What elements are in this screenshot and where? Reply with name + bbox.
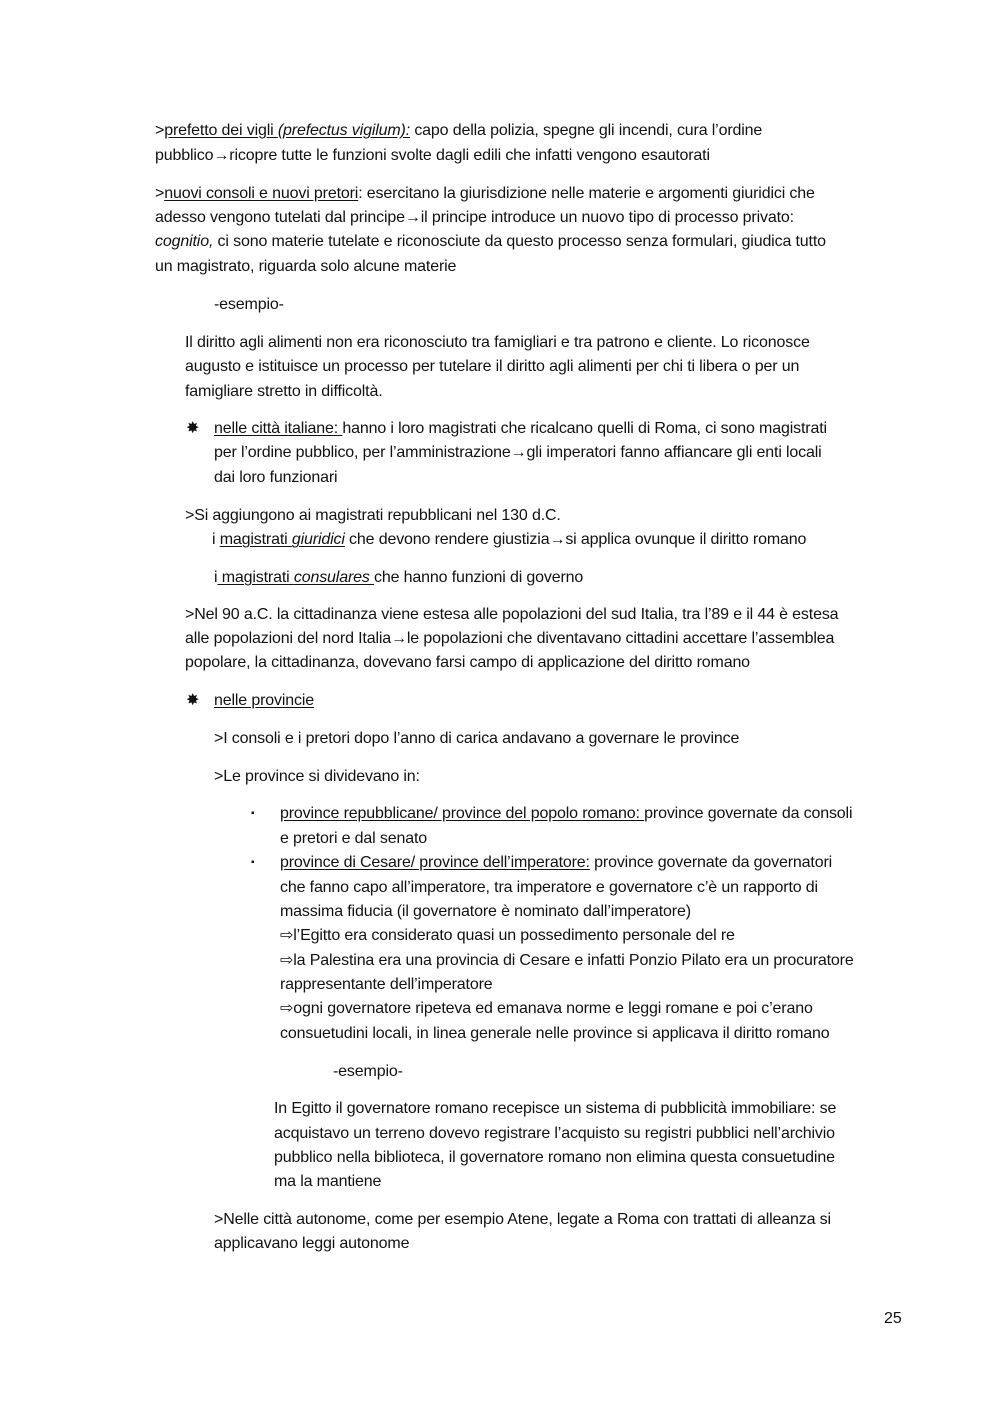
arrow-icon: →: [510, 444, 527, 461]
hollow-arrow-icon: ⇨: [280, 927, 294, 944]
consulares-line: i magistrati consulares che hanno funzioni di governo: [214, 569, 584, 586]
egitto-esempio-line-1: In Egitto il governatore romano recepisce un sistema di pubblicità immobiliare: se: [274, 1100, 837, 1117]
governatore-line-1: ⇨ogni governatore ripeteva ed emanava norme e leggi romane e poi c’erano: [280, 1000, 813, 1017]
consoli-line-4: un magistrato, riguarda solo alcune materie: [155, 258, 457, 275]
consoli-line-1: >nuovi consoli e nuovi pretori: esercitano la giurisdizione nelle materie e argomenti giuridici che: [155, 185, 815, 202]
alimenti-line-3: famigliare stretto in difficoltà.: [185, 383, 383, 400]
cittadinanza-line-3: popolare, la cittadinanza, dovevano farsi campo di applicazione del diritto romano: [185, 654, 750, 671]
citta-autonome-line-2: applicavano leggi autonome: [214, 1235, 410, 1252]
province-cesare-line-2: che fanno capo all’imperatore, tra imperatore e governatore c’è un rapporto di: [280, 879, 818, 896]
arrow-icon: →: [391, 630, 407, 647]
provincie-heading: nelle provincie: [214, 692, 315, 709]
giuridici-line: i magistrati giuridici che devono rendere giustizia→si applica ovunque il diritto romano: [212, 531, 807, 548]
square-bullet-icon: ▪: [251, 857, 255, 868]
egitto-line: ⇨l’Egitto era considerato quasi un possedimento personale del re: [280, 927, 735, 944]
page-number: 25: [884, 1310, 902, 1327]
consoli-line-3: cognitio, ci sono materie tutelate e riconosciute da questo processo senza formulari, giudica tutto: [155, 233, 826, 250]
esempio-label: -esempio-: [333, 1063, 403, 1080]
citta-italiane-line-1: nelle città italiane: hanno i loro magistrati che ricalcano quelli di Roma, ci sono magistrati: [214, 420, 827, 437]
province-cesare-line-3: massima fiducia (il governatore è nominato dall’imperatore): [280, 903, 691, 920]
cittadinanza-line-2: alle popolazioni del nord Italia→le popolazioni che diventavano cittadini accettare l’assemblea: [185, 630, 835, 647]
arrow-icon: →: [213, 147, 230, 164]
governatore-line-2: consuetudini locali, in linea generale nelle province si applicava il diritto romano: [280, 1025, 830, 1042]
province-repubblicane-line-1: province repubblicane/ province del popolo romano: province governate da consoli: [280, 805, 853, 822]
prefetto-line-2: pubblico→ricopre tutte le funzioni svolte dagli edili che infatti vengono esautorati: [155, 147, 710, 164]
aggiungono-line-1: >Si aggiungono ai magistrati repubblicani nel 130 d.C.: [185, 507, 561, 524]
consoli-line-2: adesso vengono tutelati dal principe→il principe introduce un nuovo tipo di processo privato:: [155, 209, 794, 226]
province-cesare-line-1: province di Cesare/ province dell’imperatore: province governate da governatori: [280, 854, 833, 871]
egitto-esempio-line-2: acquistavo un terreno dovevo registrare l’acquisto su registri pubblici nell’archivio: [274, 1125, 835, 1142]
egitto-esempio-line-4: ma la mantiene: [274, 1173, 382, 1190]
citta-italiane-line-2: per l’ordine pubblico, per l’amministrazione→gli imperatori fanno affiancare gli enti locali: [214, 444, 822, 461]
citta-autonome-line-1: >Nelle città autonome, come per esempio Atene, legate a Roma con trattati di alleanza si: [214, 1211, 831, 1228]
star-bullet-icon: ✸: [186, 692, 200, 709]
alimenti-line-2: augusto e istituisce un processo per tutelare il diritto agli alimenti per chi ti libera o per un: [185, 358, 800, 375]
arrow-icon: →: [549, 531, 566, 548]
consoli-province-line: >I consoli e i pretori dopo l’anno di carica andavano a governare le province: [214, 730, 740, 747]
arrow-icon: →: [404, 209, 421, 226]
cittadinanza-line-1: >Nel 90 a.C. la cittadinanza viene estesa alle popolazioni del sud Italia, tra l’89 e il 44 è estesa: [185, 606, 839, 623]
hollow-arrow-icon: ⇨: [280, 1000, 294, 1017]
esempio-label: -esempio-: [214, 296, 284, 313]
province-divisione-line: >Le province si dividevano in:: [214, 768, 420, 785]
palestina-line-1: ⇨la Palestina era una provincia di Cesare e infatti Ponzio Pilato era un procuratore: [280, 952, 854, 969]
egitto-esempio-line-3: pubblico nella biblioteca, il governatore romano non elimina questa consuetudine: [274, 1149, 835, 1166]
star-bullet-icon: ✸: [186, 420, 200, 437]
province-repubblicane-line-2: e pretori e dal senato: [280, 830, 428, 847]
palestina-line-2: rappresentante dell’imperatore: [280, 976, 493, 993]
citta-italiane-line-3: dai loro funzionari: [214, 469, 338, 486]
prefetto-line-1: >prefetto dei vigli (prefectus vigilum): capo della polizia, spegne gli incendi, cura l’ordine: [155, 122, 763, 139]
alimenti-line-1: Il diritto agli alimenti non era riconosciuto tra famigliari e tra patrono e cliente. Lo riconosce: [185, 334, 810, 351]
hollow-arrow-icon: ⇨: [280, 952, 294, 969]
square-bullet-icon: ▪: [251, 808, 255, 819]
